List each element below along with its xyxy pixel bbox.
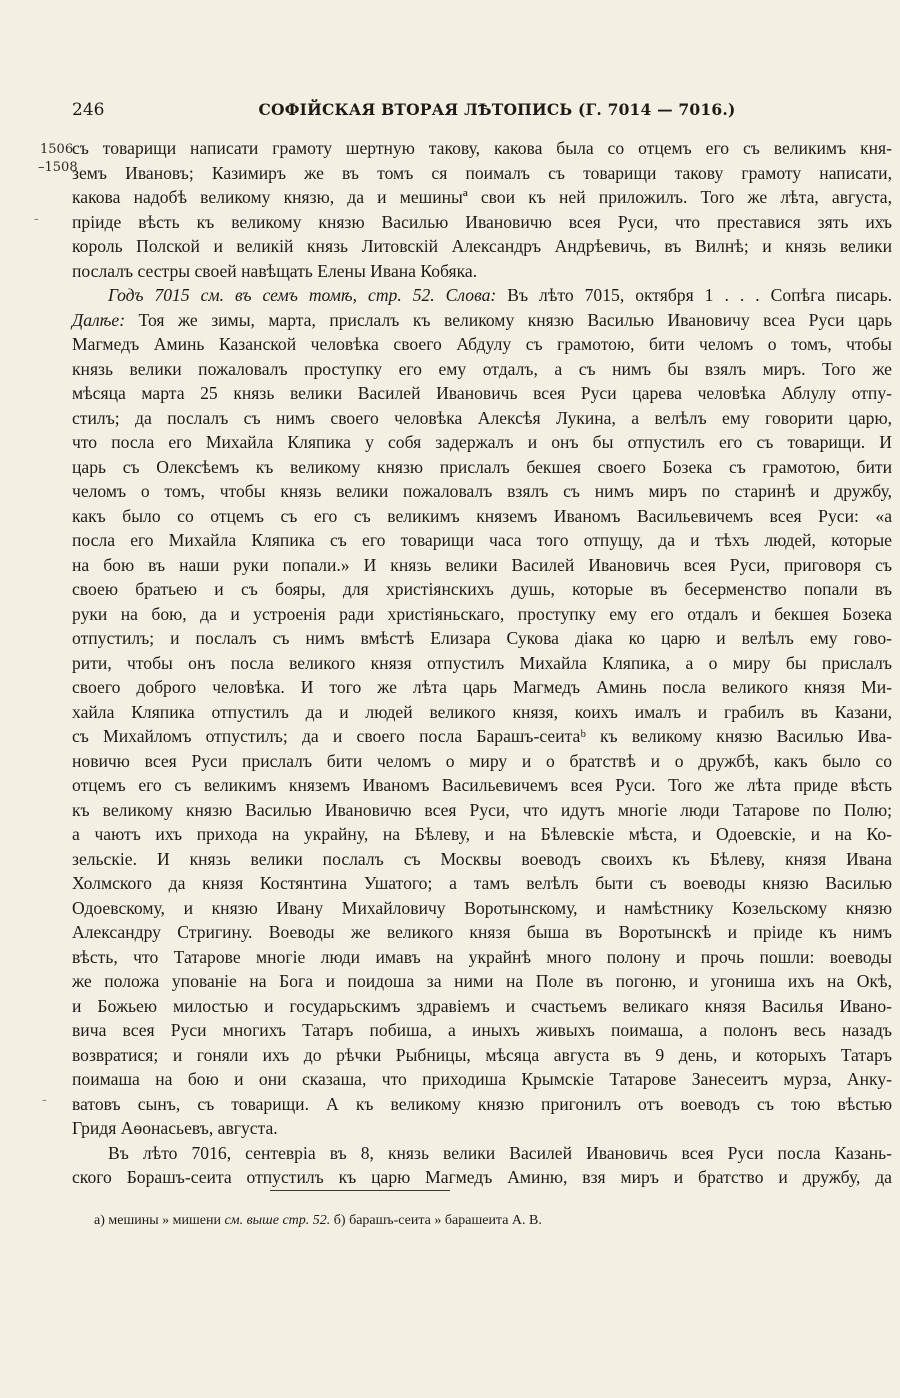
running-title: СОФІЙСКАЯ ВТОРАЯ ЛѢТОПИСЬ (Г. 7014 — 7016.) bbox=[258, 100, 736, 119]
text-line: хайла Кляпика отпустилъ да и людей великого князя, коихъ ималъ и грабилъ въ Казани, bbox=[72, 701, 892, 722]
text-line: своею братьею и съ бояры, для христіянскихъ душь, которые въ бесерменство попали въ bbox=[72, 579, 892, 599]
text-line: Одоевскому, и князю Ивану Михайловичу Воротынскому, и намѣстнику Козельскому князю bbox=[72, 897, 892, 918]
text-line: поимаша на бою и они сказаша, что приходиша Крымскіе Татарове Занесеитъ мурза, Анку- bbox=[72, 1069, 892, 1089]
text-line: какъ было со отцемъ съ его съ великимъ княземъ Иваномъ Васильевичемъ всея Руси: «а bbox=[72, 505, 892, 526]
text-line: а чаютъ ихъ прихода на украйну, на Бѣлеву, и на Бѣлевскіе мѣста, и Одоевскіе, и на Ко- bbox=[72, 824, 892, 844]
text-line: съ Михайломъ отпустилъ; да и своего посла Барашъ-сеитаᵇ къ великому князю Василью Ива- bbox=[72, 726, 892, 746]
margin-year-end: –1508 bbox=[38, 160, 78, 175]
text-line: и Божьею милостью и государьскимъ здравіемъ и счастьемъ великаго князя Василья Ивано- bbox=[72, 995, 892, 1016]
text-line: земъ Ивановъ; Казимиръ же въ томъ ся поималъ съ товарищи такову грамоту написати, bbox=[72, 162, 892, 183]
page-number: 246 bbox=[72, 100, 105, 120]
text-line: стилъ; да послалъ съ нимъ своего человѣка Алексѣя Лукина, а велѣлъ ему говорити царю, bbox=[72, 407, 892, 428]
text-line: ского Борашъ-сеита отпустилъ къ царю Магмедъ Аминю, взя миръ и братство и дружбу, да bbox=[72, 1167, 892, 1187]
text-line: къ великому князю Василью Ивановичю всея Руси, что идутъ многіе люди Татаровe по Полю; bbox=[72, 799, 892, 820]
text-line: вѣсть, что Татарове многіе люди имавъ на украйнѣ много полону и прочь пошли: воеводы bbox=[72, 946, 892, 967]
text-line: рити, чтобы онъ посла великого князя отпустилъ Михайла Кляпика, а о миру бы прислалъ bbox=[72, 652, 892, 673]
text-line: царь съ Олексѣемъ къ великому князю прислалъ бекшея своего Бозека съ грамотою, бити bbox=[72, 456, 892, 477]
footnote-divider bbox=[270, 1190, 450, 1191]
text-line bbox=[72, 308, 892, 333]
text-line: отцемъ его съ великимъ княземъ Иваномъ Васильевичемъ всея Руси. Того же лѣта приде вѣсть bbox=[72, 775, 892, 795]
text-line bbox=[72, 283, 892, 308]
text-line: какова надобѣ великому князю, да и мешиныª свои къ ней приложилъ. Того же лѣта, августа, bbox=[72, 187, 892, 207]
dalee-text: Тоя же зимы, марта, прислалъ къ великому князю Василью Ивановичу всеа Руси царь bbox=[125, 309, 892, 330]
text-line: князь велики пожаловалъ проступку его ему отдалъ, а съ нимъ бы взялъ миръ. Того же bbox=[72, 358, 892, 379]
text-line: Александру Стригину. Воеводы же великого князя быша въ Воротынскѣ и пріиде къ нимъ bbox=[72, 922, 892, 942]
footnote bbox=[94, 1213, 894, 1229]
text-line: новичю всея Руси прислалъ бити челомъ о миру и о братствѣ и о дружбѣ, какъ было со bbox=[72, 750, 892, 771]
text-line: вича всея Руси многихъ Татаръ побиша, а иныхъ живыхъ поимаша, а полонъ весь назадъ bbox=[72, 1020, 892, 1040]
text-line: на бою въ наши руки попали.» И князь велики Василей Ивановичь всея Руси, приговоря съ bbox=[72, 554, 892, 575]
body-text bbox=[72, 136, 892, 1190]
text-line: съ товарищи написати грамоту шертную такову, какова была со отцемъ его съ великимъ кня- bbox=[72, 138, 892, 158]
text-line: Гридя Аѳонасьевъ, августа. bbox=[72, 1118, 278, 1138]
text-line: руки на бою, да и устроенія ради христіяньскаго, проступку ему его отдалъ и бекшея Бозека bbox=[72, 603, 892, 624]
text-line: же положа упованіе на Бога и поидоша за ними на Поле въ погоню, и угониша ихъ на Окѣ, bbox=[72, 971, 892, 991]
text-line: Магмедъ Аминь Казанской человѣка своего Абдулу съ грамотою, бити челомъ о томъ, чтобы bbox=[72, 334, 892, 354]
text-line: мѣсяца марта 25 князь велики Василей Ивановичь всея Руси царева человѣка Аблулу отпу- bbox=[72, 383, 892, 403]
text-line: посла его Михайла Кляпика съ его товарищи часа того отпущу, да и тѣхъ людей, которые bbox=[72, 530, 892, 550]
text-line: зельскіе. И князь велики послалъ съ Москвы воеводъ своихъ къ Бѣлеву, князя Ивана bbox=[72, 848, 892, 869]
text-line: Холмского да князя Костянтина Ушатого; а тамъ велѣлъ быти съ воеводы князю Василью bbox=[72, 873, 892, 893]
dalee-italic: Далѣе: bbox=[72, 309, 126, 330]
text-line: ватовъ сынъ, съ товарищи. А къ великому князю пригонилъ отъ воеводъ съ тою вѣстью bbox=[72, 1093, 892, 1114]
paragraph-1 bbox=[72, 136, 892, 283]
footnote-a-italic: см. выше стр. 52. bbox=[224, 1213, 331, 1228]
footnote-a: а) мешины » мишени bbox=[94, 1213, 225, 1228]
reference-italic: Годъ 7015 см. въ семъ томѣ, стр. 52. Слова: bbox=[108, 285, 497, 305]
reference-text: Въ лѣто 7015, октября 1 . . . Сопѣга писарь. bbox=[496, 285, 892, 305]
footnote-b: б) барашъ-сеита » барашеита А. В. bbox=[330, 1213, 542, 1228]
text-line: челомъ о томъ, чтобы князь велики пожаловалъ взялъ съ нимъ миръ по старинѣ и дружбу, bbox=[72, 481, 892, 501]
text-line: что посла его Михайла Кляпика у собя задержалъ и онъ бы отпустилъ его съ товарищи. И bbox=[72, 432, 892, 452]
text-line: король Полской и великій князь Литовскій Александръ Андрѣевичь, въ Вилнѣ; и князь велики bbox=[72, 236, 892, 256]
text-line: своего доброго человѣка. И того же лѣта царь Магмедъ Аминь посла великого князя Ми- bbox=[72, 677, 892, 697]
text-line: Въ лѣто 7016, сентевріа въ 8, князь велики Василей Ивановичь всея Руси посла Казань- bbox=[108, 1142, 892, 1163]
paragraph-2 bbox=[72, 283, 892, 1141]
text-line: пріиде вѣсть къ великому князю Василью Ивановичю всея Руси, что преставися зять ихъ bbox=[72, 211, 892, 232]
text-line: послалъ сестры своей навѣщать Елены Ивана Кобяка. bbox=[72, 260, 478, 281]
margin-mark: - bbox=[34, 211, 39, 227]
running-head bbox=[72, 100, 892, 126]
text-line: отпустилъ; и послалъ съ нимъ вмѣстѣ Елизара Сукова діака ко царю и велѣлъ ему гово- bbox=[72, 628, 892, 648]
margin-year-start: 1506 bbox=[40, 142, 74, 157]
paragraph-3 bbox=[72, 1141, 892, 1190]
text-line: возвратися; и гоняли ихъ до рѣчки Рыбницы, мѣсяца августа въ 9 день, и которыхъ Татаръ bbox=[72, 1044, 892, 1065]
margin-mark: - bbox=[42, 1092, 47, 1108]
